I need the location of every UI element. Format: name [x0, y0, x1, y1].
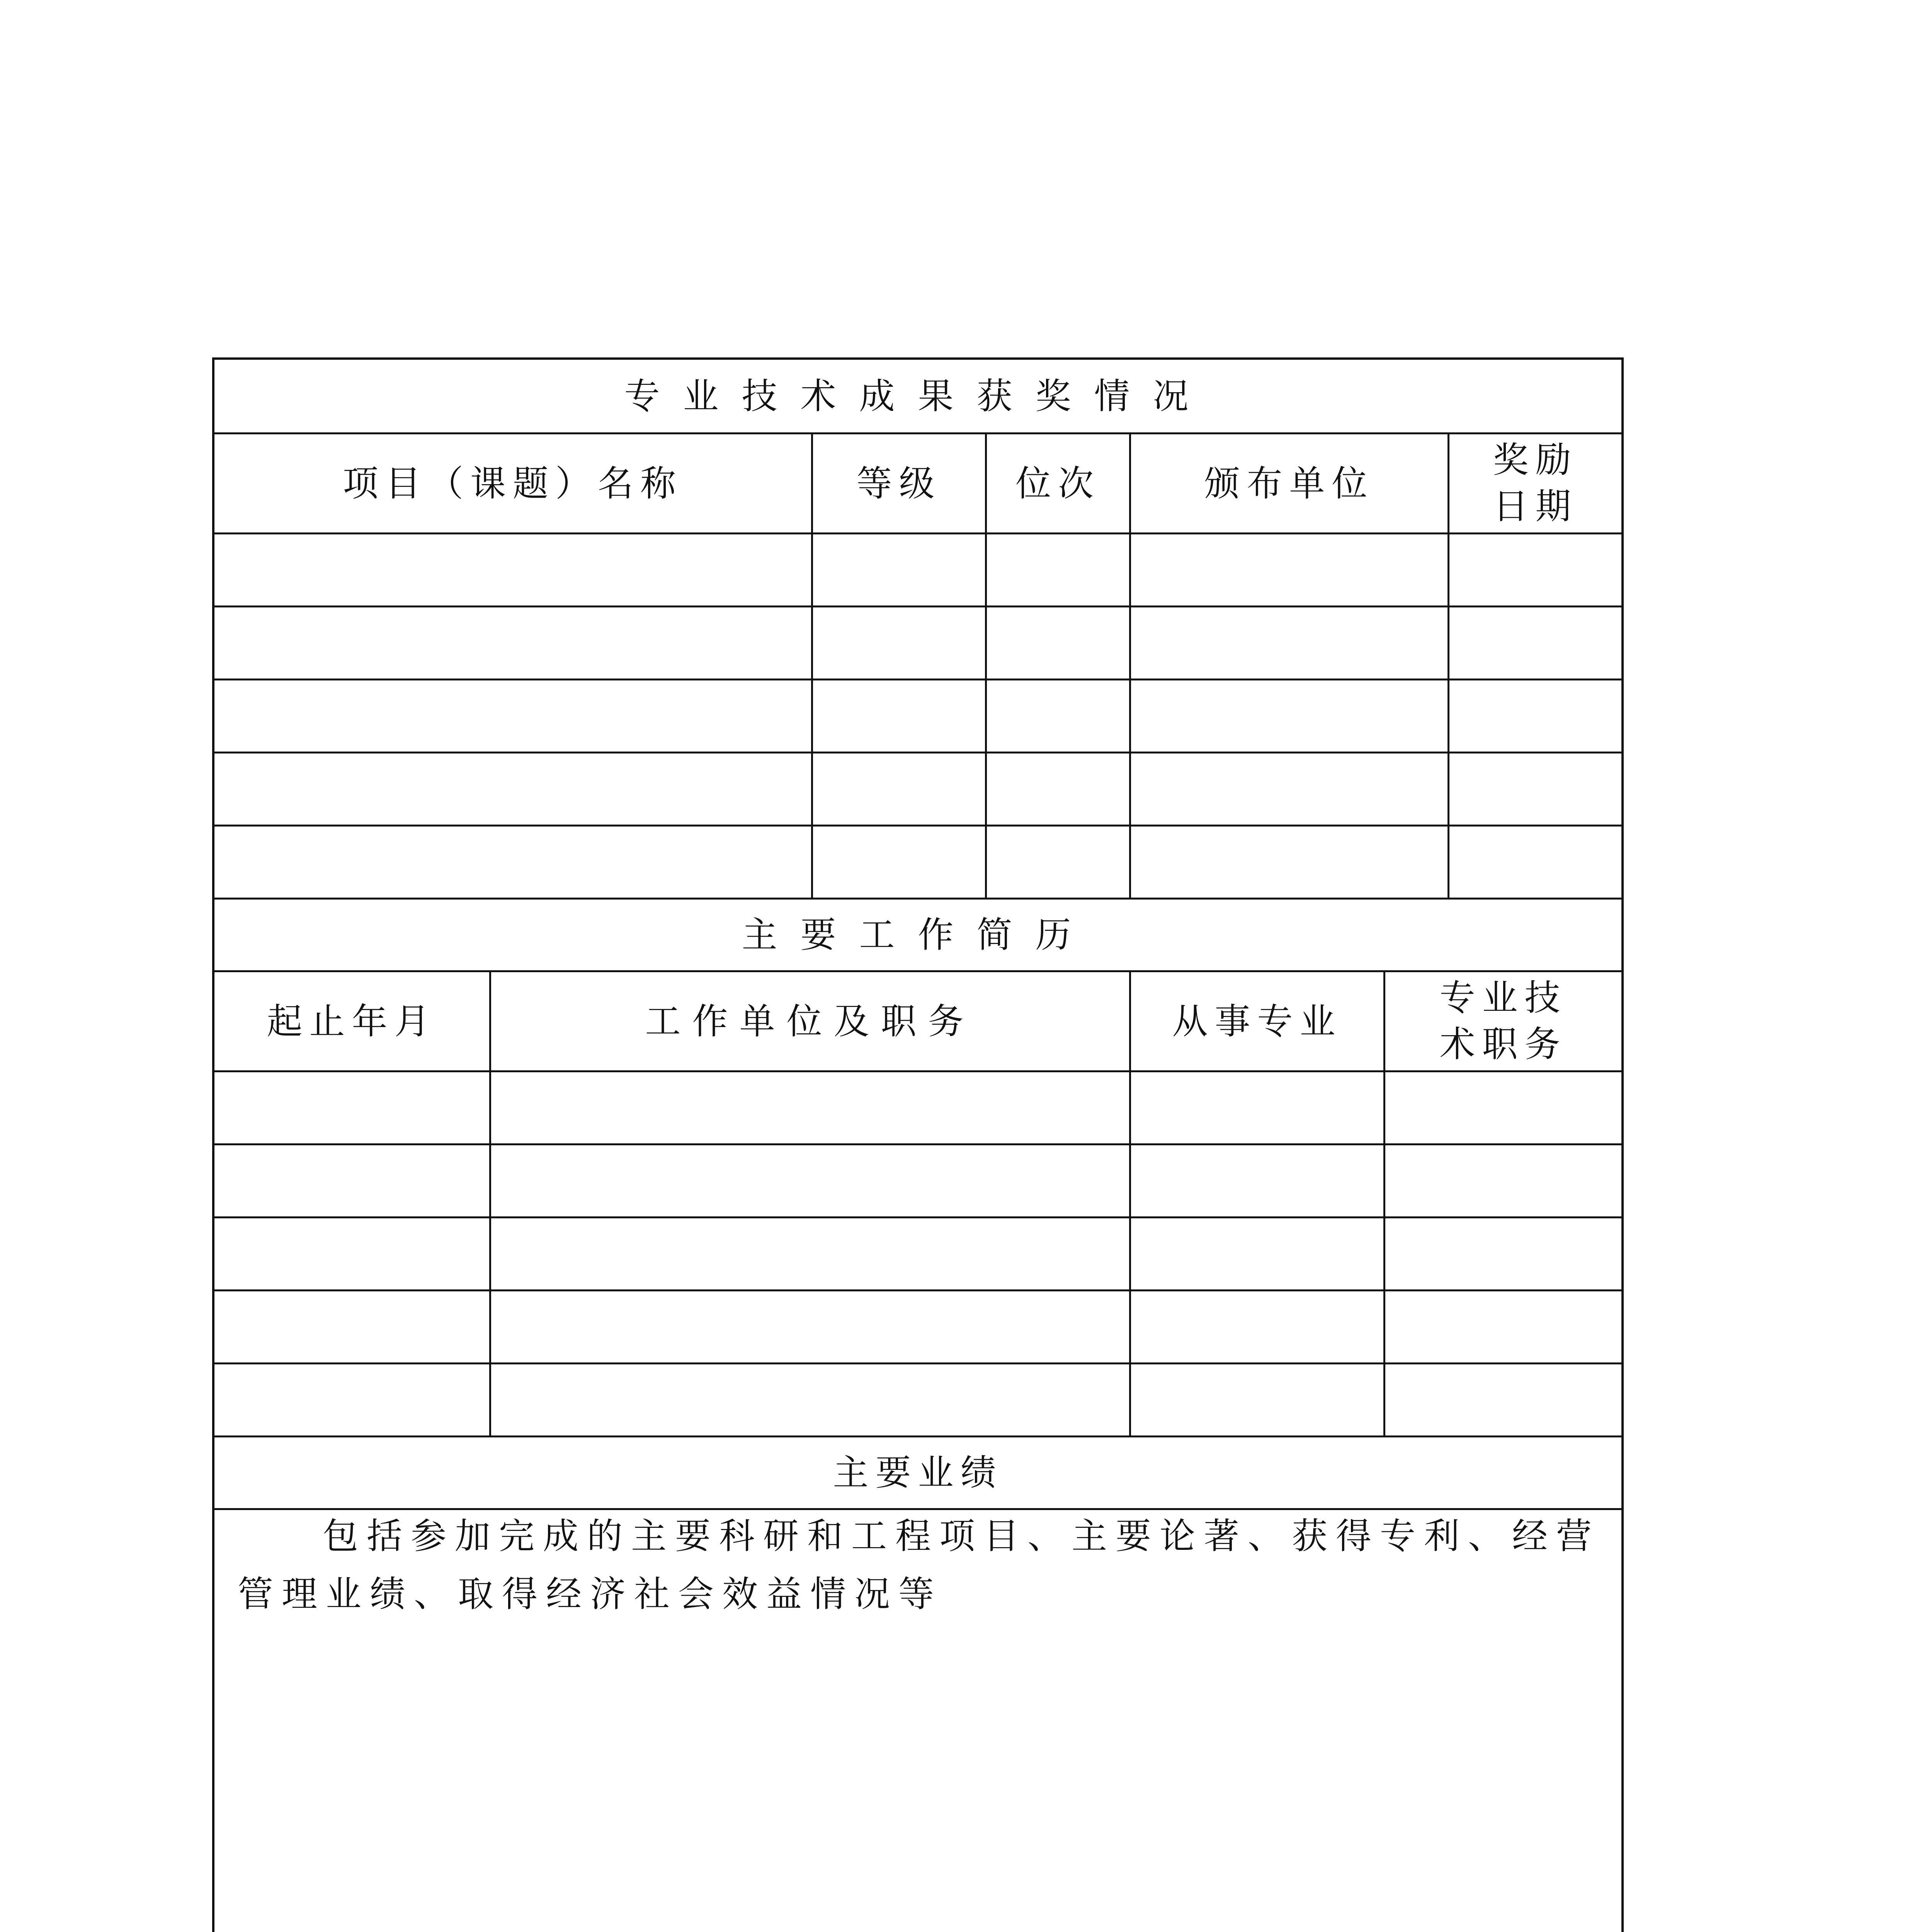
resume-cell-period[interactable] [214, 1072, 489, 1143]
award-cell-project-name[interactable] [214, 680, 811, 752]
award-cell-date[interactable] [1449, 534, 1621, 605]
award-cell-date[interactable] [1449, 680, 1621, 752]
award-cell-issuer[interactable] [1131, 607, 1448, 679]
resume-cell-employer-position[interactable] [491, 1218, 1129, 1289]
award-header-rank: 位次 [1015, 463, 1101, 504]
resume-cell-technical-title[interactable] [1385, 1291, 1621, 1362]
award-cell-issuer[interactable] [1131, 827, 1448, 898]
resume-cell-specialty[interactable] [1131, 1364, 1383, 1435]
resume-cell-technical-title[interactable] [1385, 1364, 1621, 1435]
resume-header-specialty: 从事专业 [1172, 1000, 1342, 1042]
resume-header-period: 起止年月 [267, 1000, 437, 1042]
resume-section-title: 主要工作简历 [742, 914, 1094, 956]
award-cell-issuer[interactable] [1131, 680, 1448, 752]
performance-description: 包括参加完成的主要科研和工程项目、主要论著、获得专利、经营管理业绩、取得经济社会效益情况等 [238, 1515, 1601, 1615]
award-cell-date[interactable] [1449, 607, 1621, 679]
resume-cell-period[interactable] [214, 1364, 489, 1435]
resume-cell-specialty[interactable] [1131, 1291, 1383, 1362]
award-cell-grade[interactable] [813, 827, 985, 898]
award-cell-rank[interactable] [987, 827, 1129, 898]
resume-cell-employer-position[interactable] [491, 1364, 1129, 1435]
resume-cell-period[interactable] [214, 1218, 489, 1289]
resume-cell-technical-title[interactable] [1385, 1072, 1621, 1143]
award-cell-rank[interactable] [987, 680, 1129, 752]
award-cell-issuer[interactable] [1131, 534, 1448, 605]
award-cell-rank[interactable] [987, 607, 1129, 679]
resume-cell-employer-position[interactable] [491, 1145, 1129, 1216]
resume-cell-technical-title[interactable] [1385, 1145, 1621, 1216]
award-cell-grade[interactable] [813, 753, 985, 825]
award-cell-grade[interactable] [813, 607, 985, 679]
resume-cell-period[interactable] [214, 1145, 489, 1216]
award-cell-project-name[interactable] [214, 607, 811, 679]
awards-section-title: 专业技术成果获奖情况 [624, 375, 1212, 417]
resume-cell-specialty[interactable] [1131, 1072, 1383, 1143]
award-cell-grade[interactable] [813, 534, 985, 605]
award-cell-project-name[interactable] [214, 827, 811, 898]
resume-cell-specialty[interactable] [1131, 1145, 1383, 1216]
award-cell-issuer[interactable] [1131, 753, 1448, 825]
application-form-table [212, 357, 1624, 1932]
performance-section-title: 主要业绩 [833, 1452, 1003, 1493]
resume-cell-specialty[interactable] [1131, 1218, 1383, 1289]
award-cell-date[interactable] [1449, 827, 1621, 898]
resume-header-employer-position: 工作单位及职务 [645, 1000, 975, 1042]
award-header-issuer: 颁布单位 [1204, 463, 1374, 504]
resume-cell-employer-position[interactable] [491, 1072, 1129, 1143]
resume-header-technical-title: 专业技术职务 [1439, 977, 1567, 1065]
award-cell-project-name[interactable] [214, 534, 811, 605]
resume-cell-technical-title[interactable] [1385, 1218, 1621, 1289]
award-cell-project-name[interactable] [214, 753, 811, 825]
award-cell-rank[interactable] [987, 753, 1129, 825]
award-cell-rank[interactable] [987, 534, 1129, 605]
award-header-grade: 等级 [856, 463, 942, 504]
award-cell-grade[interactable] [813, 680, 985, 752]
resume-cell-period[interactable] [214, 1291, 489, 1362]
award-cell-date[interactable] [1449, 753, 1621, 825]
award-header-date: 奖励日期 [1493, 439, 1578, 527]
award-header-project-name: 项目（课题）名称 [342, 463, 683, 504]
resume-cell-employer-position[interactable] [491, 1291, 1129, 1362]
